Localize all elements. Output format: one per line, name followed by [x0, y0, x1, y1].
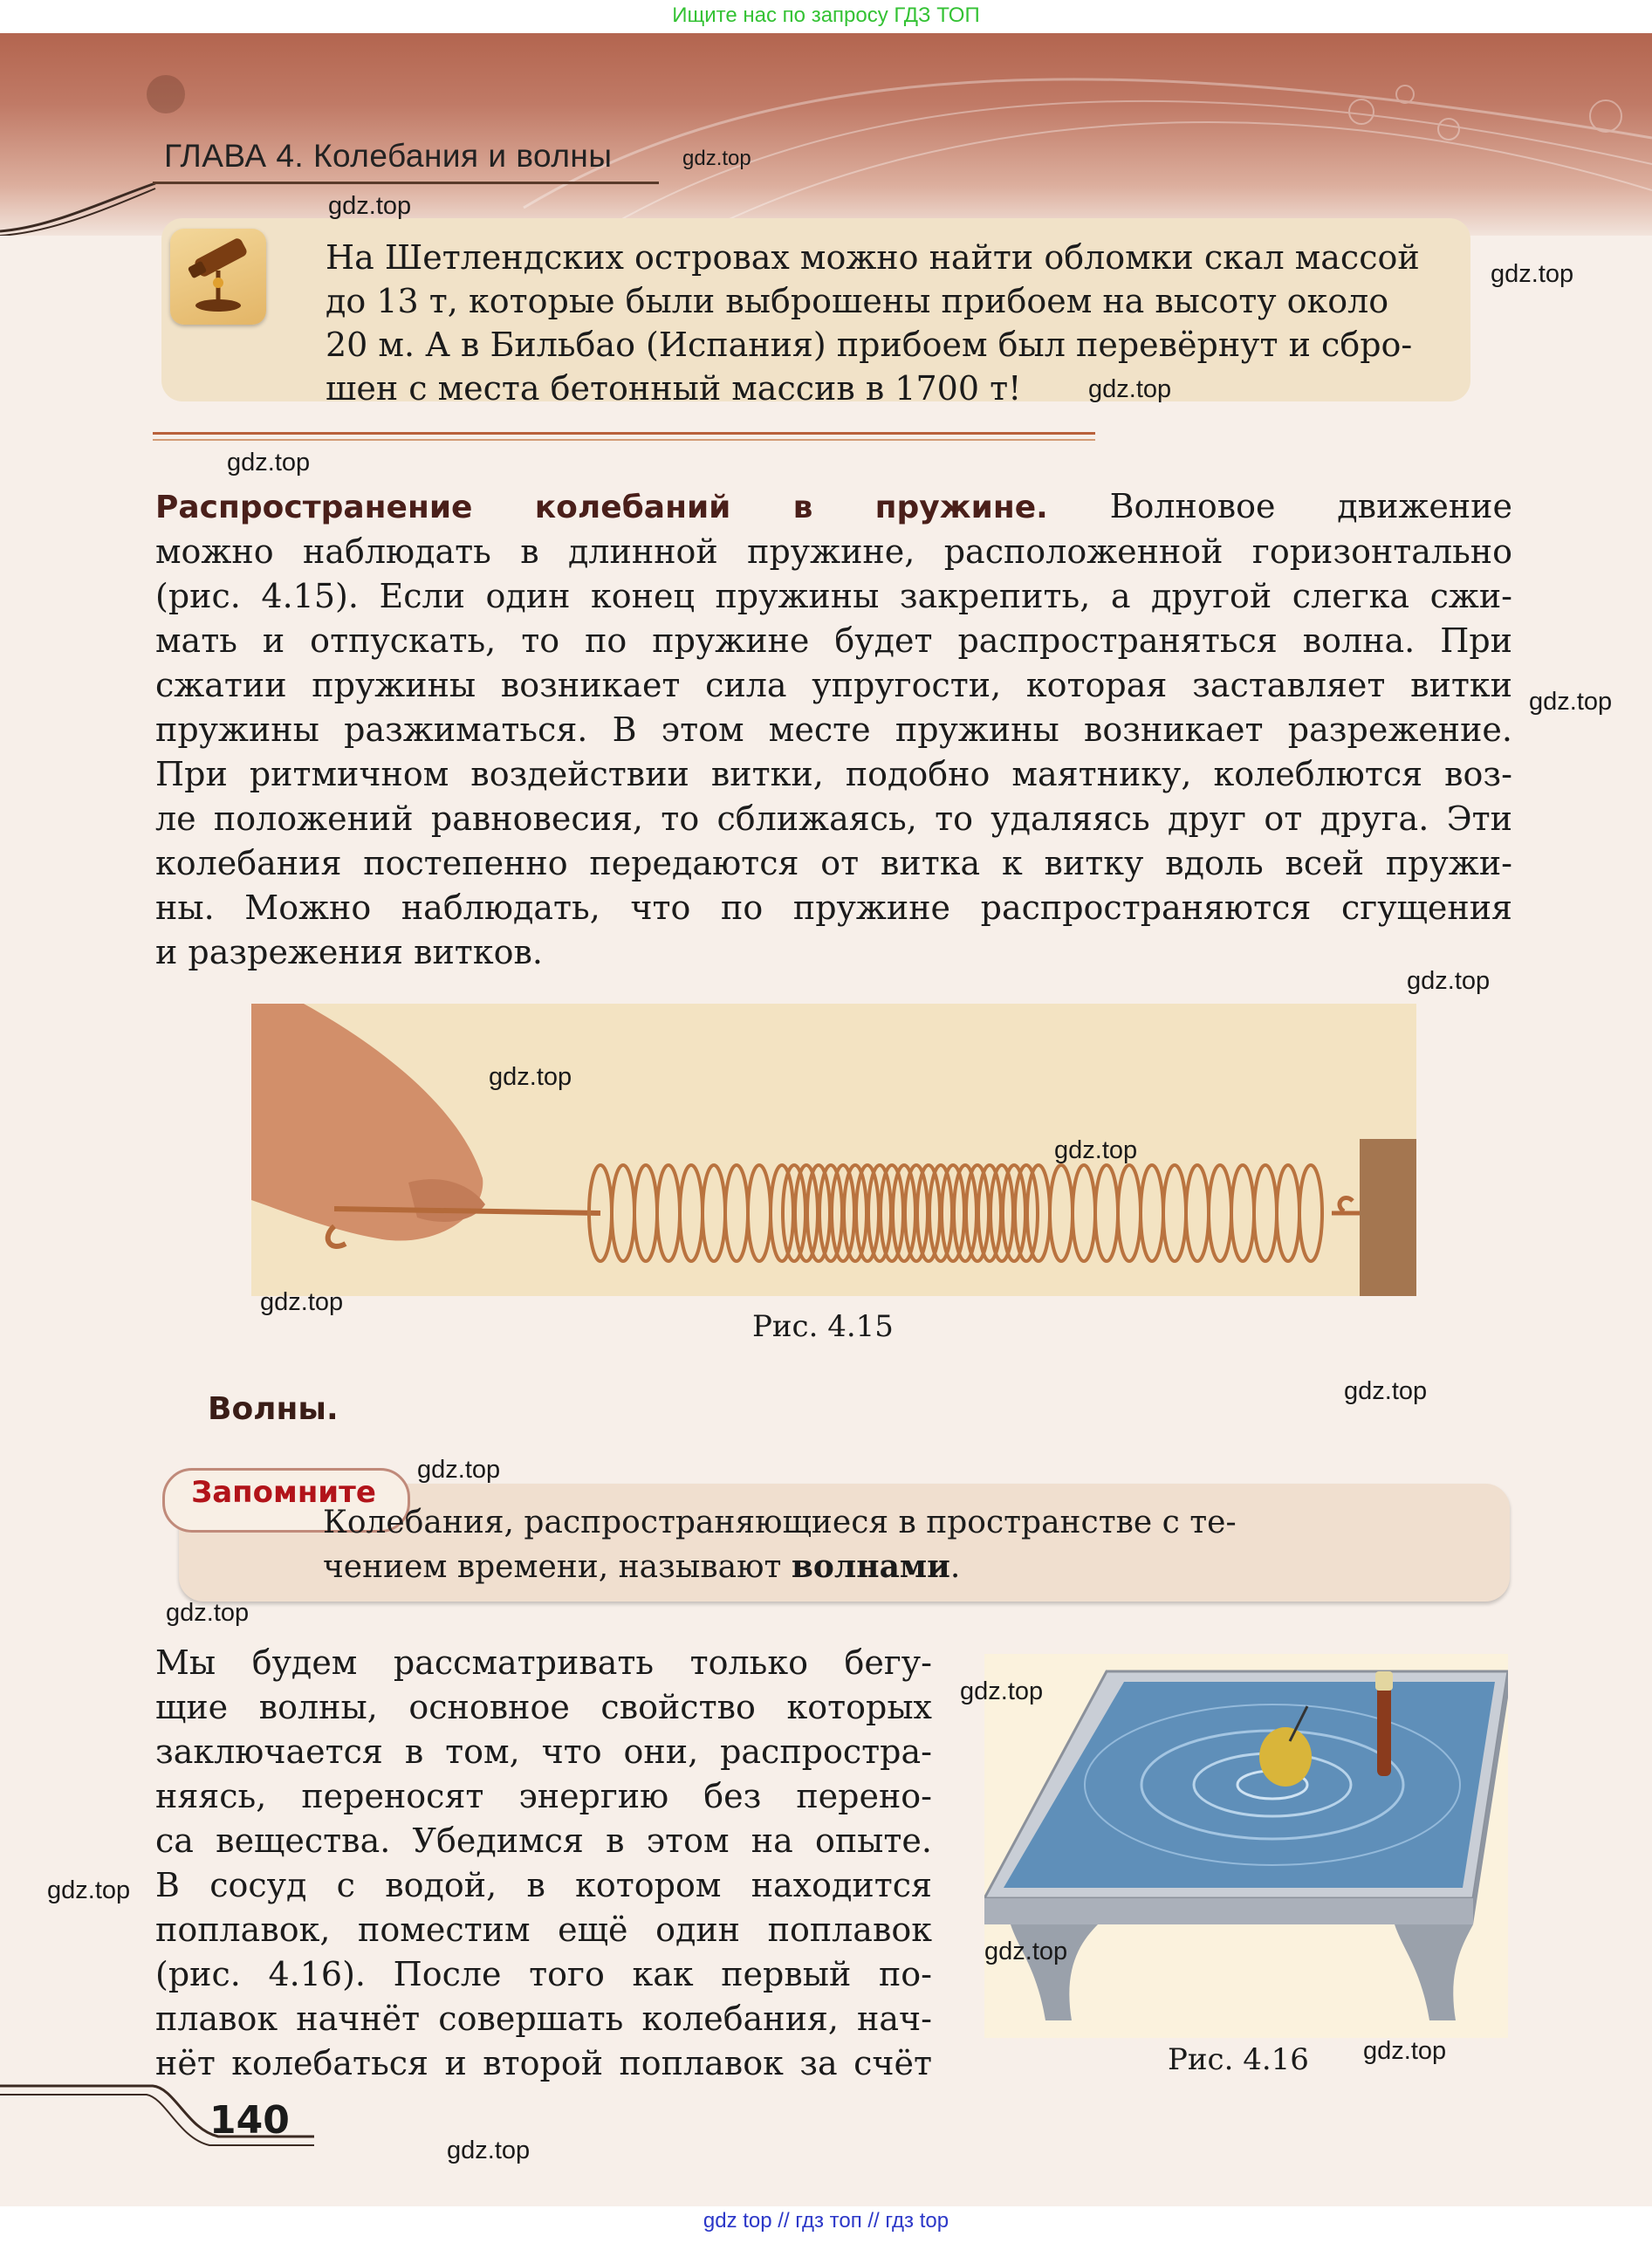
fact-line: шен с места бетонный массив в 1700 т! [326, 369, 1022, 408]
watermark: gdz.top [260, 1288, 344, 1316]
header-swirl-decoration [0, 33, 1652, 236]
watermark: gdz.top [1407, 967, 1491, 995]
text-line: и разрежения витков. [155, 933, 543, 971]
watermark: gdz.top [1491, 260, 1574, 288]
figure-water-tank [984, 1654, 1508, 2038]
spring-coil [1050, 1165, 1073, 1261]
telescope-icon [170, 229, 266, 325]
text-line: няясь, переносят энергию без перено- [155, 1777, 932, 1815]
text-line: щие волны, основное свойство которых [155, 1688, 932, 1726]
text-line: плавок начнёт совершать колебания, нач- [155, 1999, 932, 2038]
spring-coil [680, 1165, 703, 1261]
spring-coil [703, 1165, 725, 1261]
text-line: Колебания, распространяющиеся в пространстве с те- [323, 1505, 1237, 1540]
spring-coils [589, 1165, 1322, 1261]
watermark: gdz.top [47, 1876, 131, 1904]
text-line: Мы будем рассматривать только бегу- [155, 1643, 932, 1682]
text-line: мать и отпускать, то по пружине будет распространяться волна. При [155, 621, 1512, 660]
bold-term: волнами [791, 1548, 950, 1585]
chapter-title: ГЛАВА 4. Колебания и волны [164, 138, 613, 174]
watermark: gdz.top [1529, 688, 1613, 716]
fact-line: до 13 т, которые были выброшены прибоем на высоту около [326, 282, 1389, 320]
spring-coil [725, 1165, 748, 1261]
text-line: сжатии пружины возникает сила упругости, которая заставляет витки [155, 666, 1512, 704]
divider-line [153, 432, 1095, 435]
spring-paragraph [155, 484, 1512, 975]
text-span: . [949, 1549, 961, 1585]
paragraph-first-line [155, 484, 1512, 530]
top-banner-text[interactable]: Ищите нас по запросу ГДЗ ТОП [672, 3, 980, 27]
chapter-underline [153, 182, 659, 184]
text-line: Волновое движение [1109, 487, 1512, 525]
text-line [323, 1545, 1457, 1589]
text-line: нёт колебаться и второй поплавок за счёт [155, 2044, 932, 2082]
spring-coil [1118, 1165, 1141, 1261]
watermark: gdz.top [417, 1456, 501, 1484]
text-line: В сосуд с водой, в котором находится [155, 1866, 932, 1904]
watermark: gdz.top [1088, 375, 1172, 403]
text-line: (рис. 4.16). После того как первый по- [155, 1955, 932, 1993]
text-line: колебания постепенно передаются от витка к витку вдоль всей пружи- [155, 844, 1512, 882]
watermark: gdz.top [1054, 1136, 1138, 1164]
spring-coil [1141, 1165, 1163, 1261]
section-heading-waves: Волны. [208, 1391, 339, 1427]
watermark: gdz.top [328, 192, 412, 220]
watermark: gdz.top [166, 1599, 250, 1627]
fact-text [326, 236, 1477, 410]
text-line: пружины разжиматься. В этом месте пружины возникает разрежение. [155, 710, 1512, 749]
spring-coil [657, 1165, 680, 1261]
chapter-swoosh-decoration [0, 175, 157, 236]
figure-caption: Рис. 4.15 [752, 1309, 894, 1344]
watermark: gdz.top [227, 449, 311, 477]
spring-coil [1163, 1165, 1186, 1261]
spring-coil [634, 1165, 657, 1261]
figure-caption: Рис. 4.16 [1168, 2042, 1309, 2077]
text-span: чением времени, называют [323, 1549, 792, 1585]
waves-paragraph [155, 1641, 932, 2086]
watermark: gdz.top [682, 147, 751, 170]
text-line: При ритмичном воздействии витки, подобно маятнику, колеблются воз- [155, 755, 1512, 793]
text-line: можно наблюдать в длинной пружине, расположенной горизонтально [155, 532, 1512, 571]
divider-line [153, 439, 1095, 441]
fact-line: На Шетлендских островах можно найти обломки скал массой [326, 238, 1420, 277]
watermark: gdz.top [960, 1677, 1044, 1705]
remember-label: Запомните [191, 1475, 376, 1510]
text-line: заключается в том, что они, распростра- [155, 1732, 932, 1771]
spring-coil [1209, 1165, 1231, 1261]
spring-coil [1073, 1165, 1095, 1261]
watermark: gdz.top [489, 1063, 572, 1091]
watermark: gdz.top [447, 2137, 531, 2164]
spring-coil [1231, 1165, 1254, 1261]
text-line: ны. Можно наблюдать, что по пружине распространяются сгущения [155, 888, 1512, 927]
watermark: gdz.top [1363, 2037, 1447, 2065]
fact-line: 20 м. А в Бильбао (Испания) прибоем был перевёрнут и сбро- [326, 326, 1413, 364]
remember-text [323, 1501, 1457, 1589]
spring-coil [748, 1165, 771, 1261]
watermark: gdz.top [984, 1938, 1068, 1965]
text-line: ле положений равновесия, то сближаясь, то удаляясь друг от друга. Эти [155, 799, 1512, 838]
watermark: gdz.top [1344, 1377, 1428, 1405]
spring-coil [1254, 1165, 1277, 1261]
bottom-banner-text[interactable]: gdz top // гдз топ // гдз top [703, 2209, 949, 2233]
spring-coil [1277, 1165, 1299, 1261]
spring-coil [612, 1165, 634, 1261]
text-line: са вещества. Убедимся в этом на опыте. [155, 1821, 932, 1860]
text-line: (рис. 4.15). Если один конец пружины закрепить, а другой слегка сжи- [155, 577, 1512, 615]
spring-coil [1186, 1165, 1209, 1261]
section-heading-spring: Распространение колебаний в пружине. [155, 490, 1048, 525]
spring-coil [1299, 1165, 1322, 1261]
spring-coil [1095, 1165, 1118, 1261]
page-number: 140 [209, 2098, 290, 2143]
text-line: поплавок, поместим ещё один поплавок [155, 1910, 932, 1949]
figure-spring [251, 1004, 1416, 1296]
